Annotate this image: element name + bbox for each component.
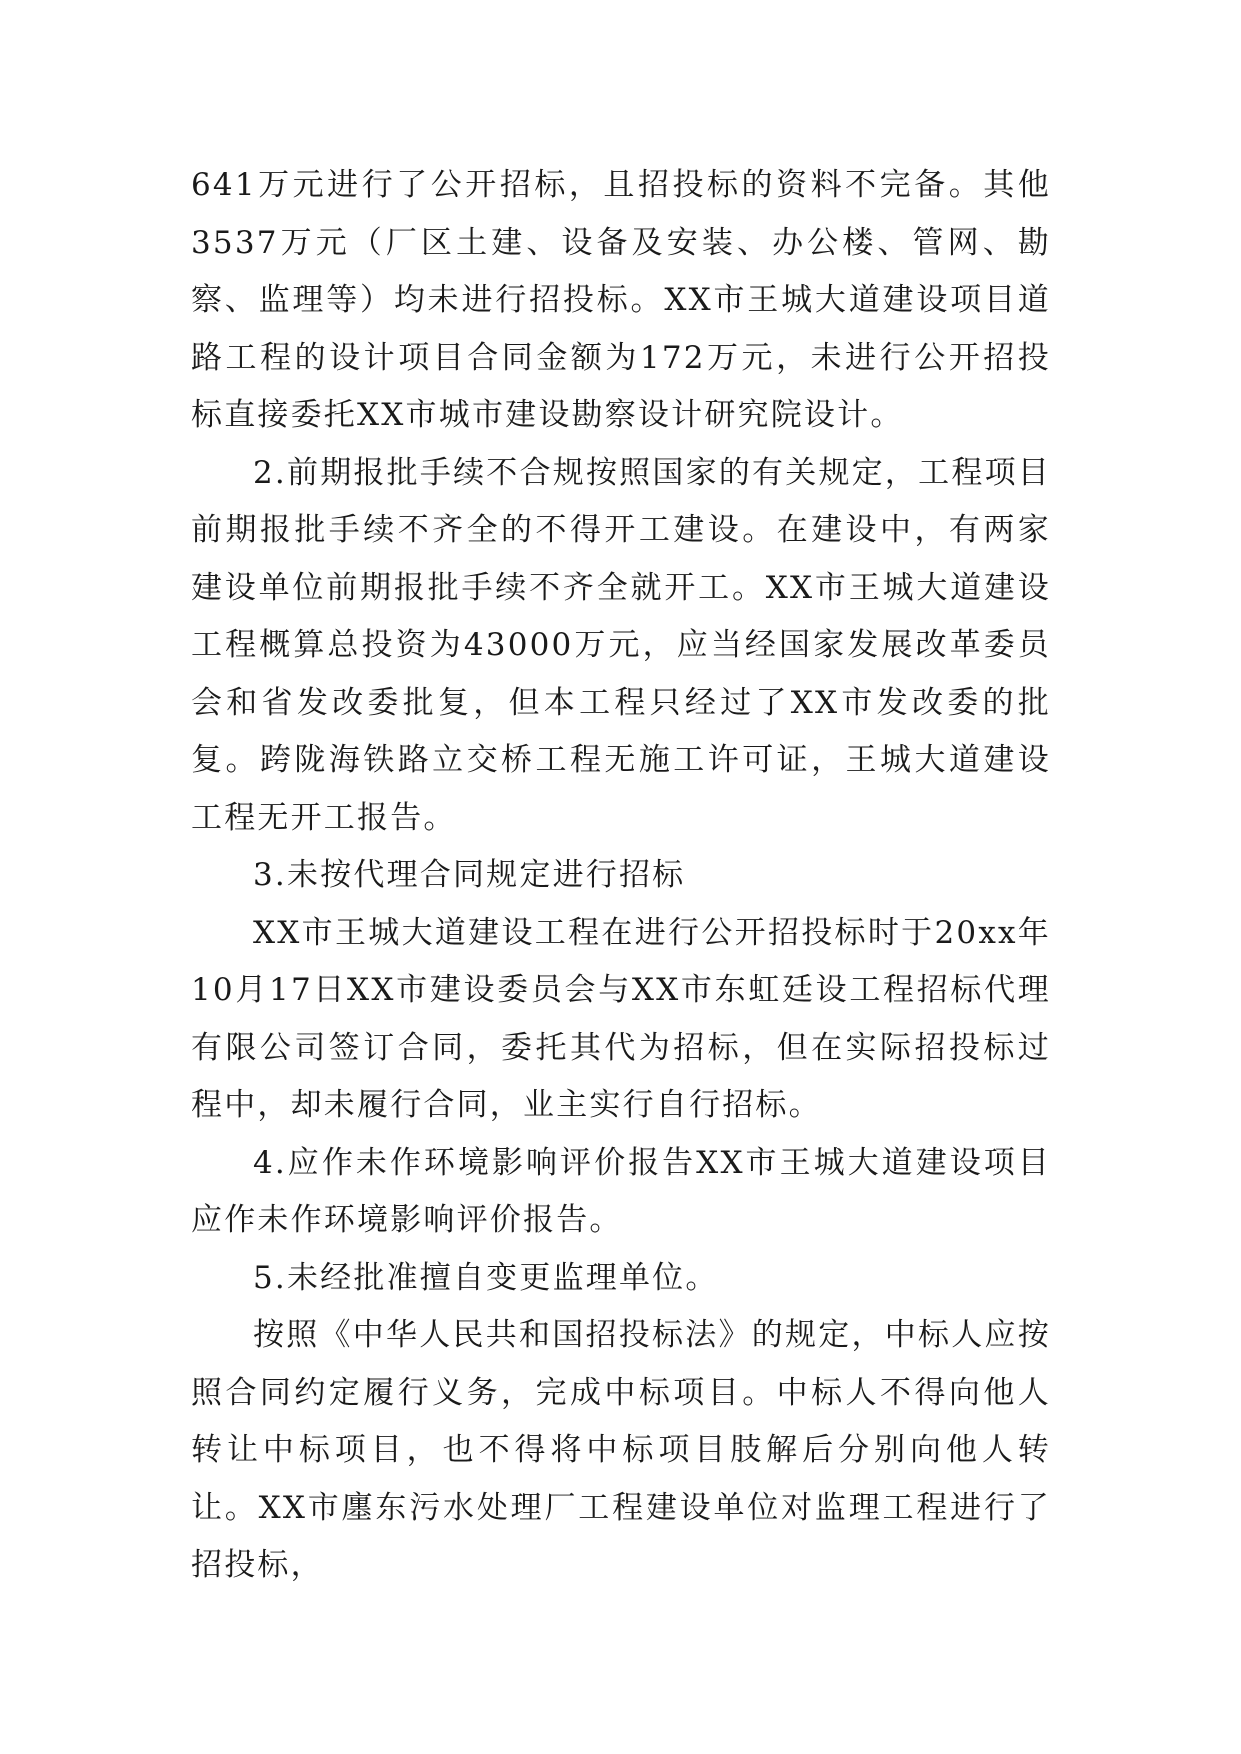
paragraph-3-heading: 3.未按代理合同规定进行招标 bbox=[253, 857, 686, 893]
paragraph-2: 2.前期报批手续不合规按照国家的有关规定，工程项目前期报批手续不齐全的不得开工建设。在建设中，有两家建设单位前期报批手续不齐全就开工。XX市王城大道建设工程概算总投资为43000万元，应当经国家发展改革委员会和省发改委批复，但本工程只经过了XX市发改委的批复。跨陇海铁路立交桥工程无施工许可证，王城大道建设工程无开工报告。 bbox=[191, 454, 1051, 836]
document-body bbox=[191, 157, 1051, 1595]
paragraph-1: 641万元进行了公开招标，且招投标的资料不完备。其他3537万元（厂区土建、设备及安装、办公楼、管网、勘察、监理等）均未进行招投标。XX市王城大道建设项目道路工程的设计项目合同金额为172万元，未进行公开招投标直接委托XX市城市建设勘察设计研究院设计。 bbox=[191, 167, 1051, 433]
paragraph-7: 按照《中华人民共和国招投标法》的规定，中标人应按照合同约定履行义务，完成中标项目。中标人不得向他人转让中标项目，也不得将中标项目肢解后分别向他人转让。XX市廛东污水处理厂工程建设单位对监理工程进行了招投标， bbox=[191, 1317, 1051, 1583]
paragraph-5: 4.应作未作环境影响评价报告XX市王城大道建设项目应作未作环境影响评价报告。 bbox=[191, 1144, 1051, 1238]
paragraph-6-heading: 5.未经批准擅自变更监理单位。 bbox=[253, 1259, 719, 1296]
paragraph-4: XX市王城大道建设工程在进行公开招投标时于20xx年10月17日XX市建设委员会与XX市东虹廷设工程招标代理有限公司签订合同，委托其代为招标，但在实际招投标过程中，却未履行合同，业主实行自行招标。 bbox=[191, 914, 1051, 1123]
